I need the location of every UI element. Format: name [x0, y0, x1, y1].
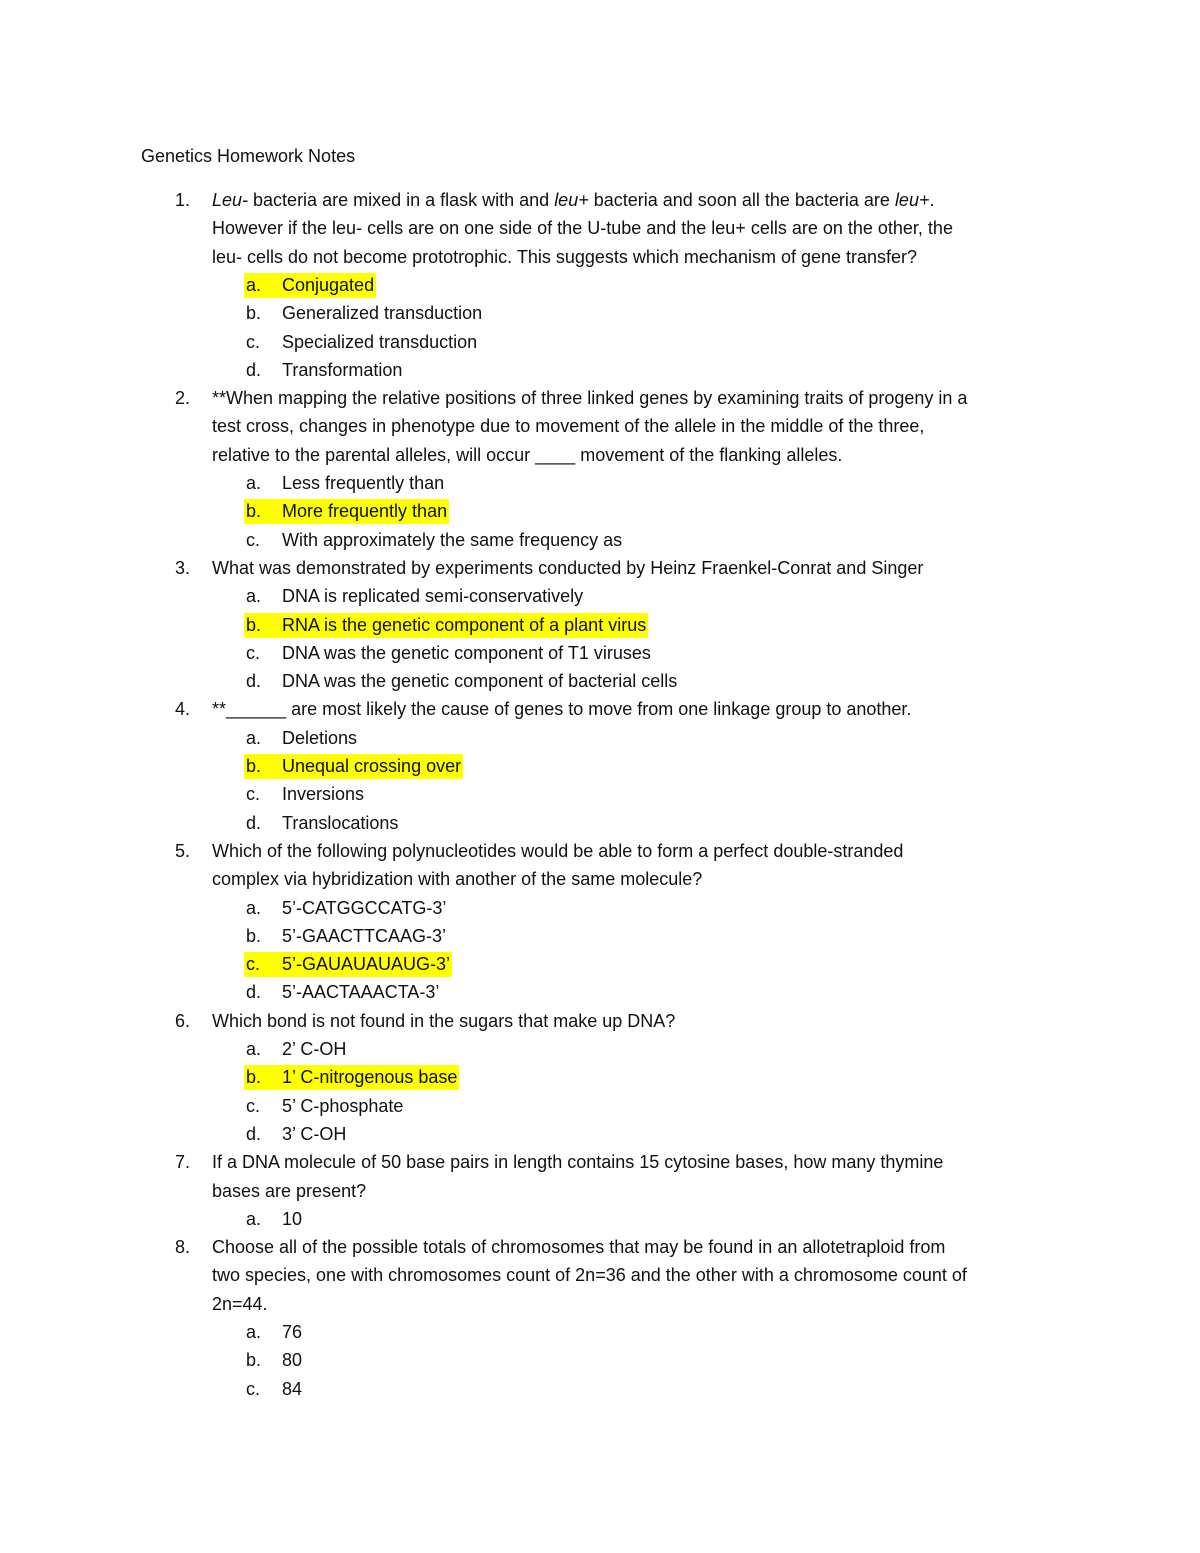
question-text: test cross, changes in phenotype due to movement of the allele in the middle of the three,	[212, 416, 925, 437]
question-text-line	[212, 1177, 1062, 1205]
option-letter: b.	[246, 925, 262, 946]
option-letter: a.	[246, 473, 262, 493]
answer-option	[0, 328, 1200, 356]
option-letter: c.	[246, 331, 261, 352]
question-text-line	[212, 186, 1062, 214]
option-letter: a.	[246, 1039, 262, 1059]
answer-option	[0, 299, 1200, 327]
option-letter: b.	[246, 303, 262, 324]
answer-option	[0, 611, 1200, 639]
option-letter: a.	[246, 897, 262, 918]
question-text-italic: Leu-	[212, 190, 249, 210]
answer-option	[0, 922, 1200, 950]
answer-option	[0, 1346, 1200, 1374]
question-text-line	[212, 865, 1062, 893]
question-text: 2n=44.	[212, 1293, 268, 1314]
answer-option	[0, 809, 1200, 837]
option-text: 10	[282, 1208, 303, 1229]
answer-option	[0, 667, 1200, 695]
question-number: 6.	[175, 1010, 191, 1031]
answer-option	[0, 752, 1200, 780]
option-letter: a.	[246, 274, 262, 295]
question-text-line	[212, 1261, 1062, 1289]
answer-option	[0, 1375, 1200, 1403]
option-text: 1’ C-nitrogenous base	[282, 1067, 458, 1088]
option-letter: a.	[246, 727, 262, 748]
option-text: Generalized transduction	[282, 303, 483, 324]
question-text-line	[212, 384, 1062, 412]
option-letter: a.	[246, 1208, 262, 1229]
option-letter: d.	[246, 359, 262, 380]
question-text-line	[212, 695, 1062, 723]
question-text-line	[212, 243, 1062, 271]
option-letter: b.	[246, 1350, 262, 1371]
answer-option	[0, 582, 1200, 610]
option-letter: a.	[246, 1322, 262, 1342]
option-text: 76	[282, 1322, 303, 1342]
option-letter: d.	[246, 1123, 262, 1144]
question-text-line	[212, 1007, 1062, 1035]
answer-option	[0, 1092, 1200, 1120]
answer-option	[0, 1035, 1200, 1063]
option-letter: c.	[246, 784, 261, 805]
answer-option	[0, 497, 1200, 525]
option-text: Transformation	[282, 359, 403, 380]
question-text-line	[212, 1290, 1062, 1318]
option-letter: b.	[246, 1067, 262, 1088]
question-text: However if the leu- cells are on one side of the U-tube and the leu+ cells are on the other, the	[212, 218, 953, 239]
answer-option	[0, 894, 1200, 922]
question-text-italic: leu+	[554, 190, 589, 210]
question-text-line	[212, 441, 1062, 469]
question-text: bacteria and soon all the bacteria are	[588, 190, 895, 210]
question-number: 1.	[175, 190, 191, 210]
option-text: 5’-AACTAAACTA-3’	[282, 982, 440, 1003]
question-number: 7.	[175, 1152, 191, 1173]
answer-option	[0, 950, 1200, 978]
question-number: 5.	[175, 840, 191, 861]
answer-option	[0, 469, 1200, 497]
answer-option	[0, 639, 1200, 667]
option-text: 5’-CATGGCCATG-3’	[282, 897, 447, 918]
option-letter: c.	[246, 1095, 261, 1116]
question-text: relative to the parental alleles, will occur ____ movement of the flanking alleles.	[212, 444, 843, 465]
question-text: Choose all of the possible totals of chromosomes that may be found in an allotetraploid from	[212, 1237, 946, 1258]
option-text: Inversions	[282, 784, 365, 805]
answer-option	[0, 271, 1200, 299]
option-text: 2’ C-OH	[282, 1039, 347, 1059]
option-text: 5’-GAACTTCAAG-3’	[282, 925, 447, 946]
option-text: Deletions	[282, 727, 358, 748]
option-text: DNA is replicated semi-conservatively	[282, 586, 584, 607]
answer-option	[0, 724, 1200, 752]
option-text: Specialized transduction	[282, 331, 478, 352]
question-text: two species, one with chromosomes count of 2n=36 and the other with a chromosome count of	[212, 1265, 967, 1286]
answer-option	[0, 526, 1200, 554]
question-text: bases are present?	[212, 1180, 367, 1201]
question-text: complex via hybridization with another of the same molecule?	[212, 869, 703, 890]
option-text: Translocations	[282, 812, 399, 833]
question-text-line	[212, 412, 1062, 440]
option-text: Less frequently than	[282, 473, 445, 493]
answer-option	[0, 978, 1200, 1006]
question-text-line	[212, 837, 1062, 865]
question-text: bacteria are mixed in a flask with and	[248, 190, 555, 210]
question-number: 8.	[175, 1237, 191, 1258]
option-text: DNA was the genetic component of bacterial cells	[282, 671, 678, 692]
option-letter: d.	[246, 671, 262, 692]
option-text: 84	[282, 1378, 303, 1399]
question-text-line	[212, 554, 1062, 582]
option-letter: c.	[246, 642, 261, 663]
option-text: 5’ C-phosphate	[282, 1095, 404, 1116]
question-text-line	[212, 1148, 1062, 1176]
answer-option	[0, 1205, 1200, 1233]
question-text-line	[212, 1233, 1062, 1261]
answer-option	[0, 1063, 1200, 1091]
option-text: Unequal crossing over	[282, 756, 462, 776]
question-text: **When mapping the relative positions of three linked genes by examining traits of progeny in a	[212, 388, 968, 409]
question-text: Which of the following polynucleotides would be able to form a perfect double-stranded	[212, 840, 904, 861]
option-letter: b.	[246, 501, 262, 522]
option-letter: d.	[246, 812, 262, 833]
option-letter: b.	[246, 614, 262, 635]
question-text-italic: leu+	[894, 190, 930, 210]
answer-option	[0, 356, 1200, 384]
option-text: RNA is the genetic component of a plant virus	[282, 614, 647, 635]
option-letter: c.	[246, 1378, 261, 1399]
option-text: With approximately the same frequency as	[282, 529, 623, 550]
question-text: If a DNA molecule of 50 base pairs in length contains 15 cytosine bases, how many thymine	[212, 1152, 944, 1173]
question-number: 4.	[175, 699, 191, 720]
question-number: 3.	[175, 557, 191, 578]
answer-option	[0, 1318, 1200, 1346]
question-number: 2.	[175, 388, 191, 409]
question-text: **______ are most likely the cause of genes to move from one linkage group to another.	[212, 699, 912, 720]
answer-option	[0, 780, 1200, 808]
option-text: Conjugated	[282, 274, 375, 295]
answer-option	[0, 1120, 1200, 1148]
option-text: 80	[282, 1350, 303, 1371]
option-letter: d.	[246, 982, 262, 1003]
question-text: What was demonstrated by experiments conducted by Heinz Fraenkel-Conrat and Singer	[212, 557, 924, 578]
question-text: .	[929, 190, 935, 210]
option-text: More frequently than	[282, 501, 448, 522]
question-text: Which bond is not found in the sugars that make up DNA?	[212, 1010, 676, 1031]
option-text: 3’ C-OH	[282, 1123, 347, 1144]
question-text-line	[212, 214, 1062, 242]
option-letter: c.	[246, 954, 261, 975]
option-letter: c.	[246, 529, 261, 550]
question-text: leu- cells do not become prototrophic. This suggests which mechanism of gene transfer?	[212, 246, 918, 267]
document-title: Genetics Homework Notes	[141, 146, 356, 166]
option-text: DNA was the genetic component of T1 viruses	[282, 642, 651, 663]
option-text: 5’-GAUAUAUAUG-3’	[282, 954, 451, 975]
option-letter: a.	[246, 586, 262, 607]
option-letter: b.	[246, 756, 262, 776]
